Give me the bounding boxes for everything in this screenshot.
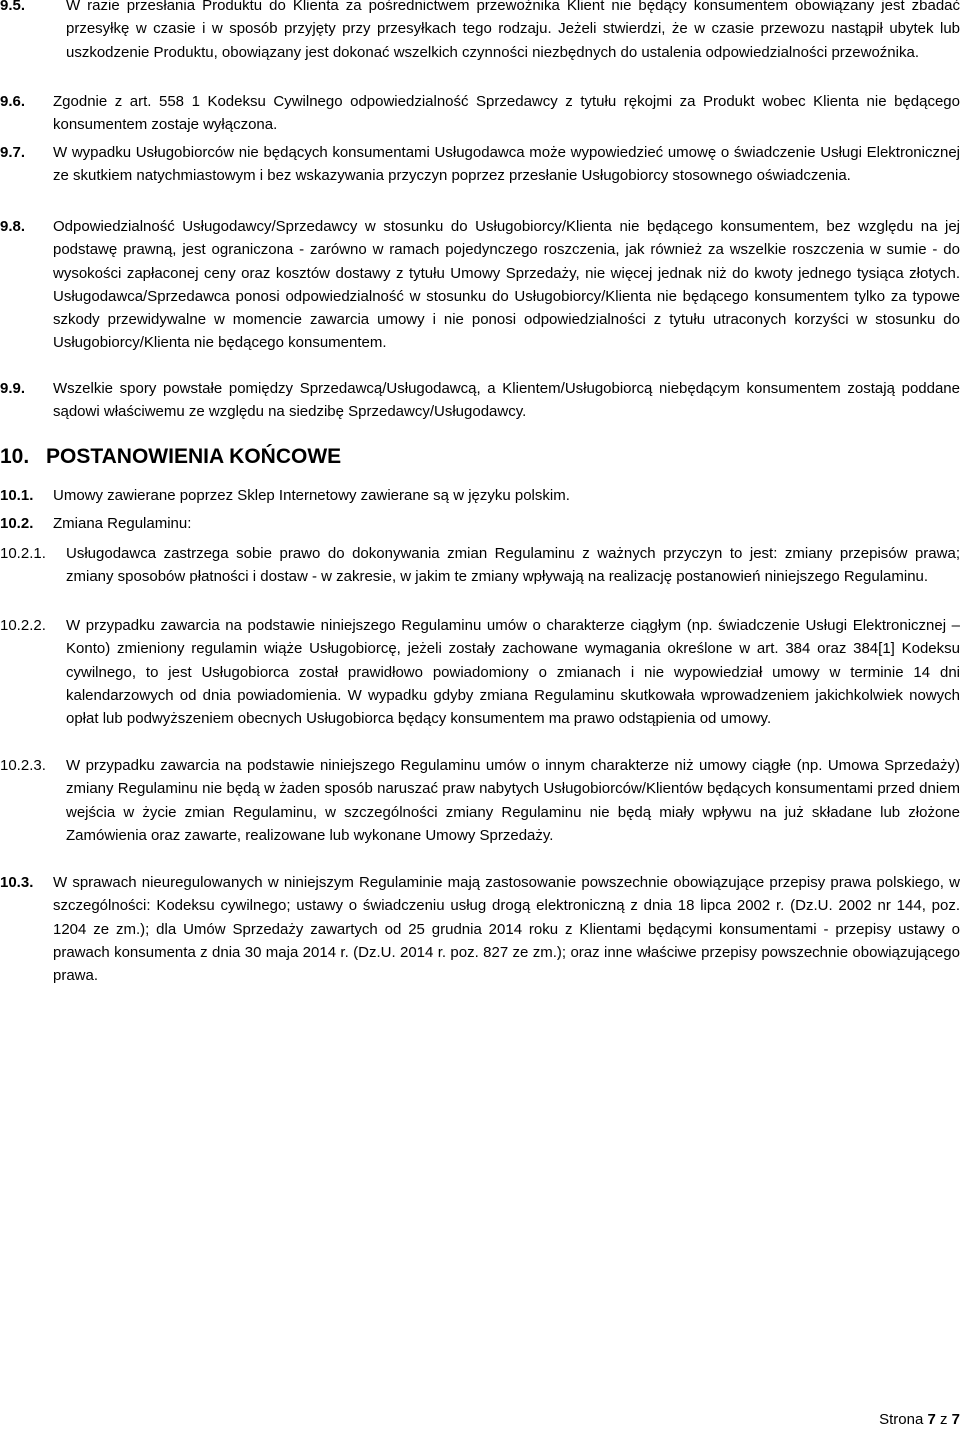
paragraph-number: 10.1. xyxy=(0,487,34,504)
paragraph-9-9 xyxy=(0,377,960,424)
section-heading xyxy=(0,442,341,472)
paragraph-10-2 xyxy=(0,512,960,536)
paragraph-9-6 xyxy=(0,90,960,137)
footer-separator: z xyxy=(939,1411,948,1428)
paragraph-text: Odpowiedzialność Usługodawcy/Sprzedawcy w stosunku do Usługobiorcy/Klienta nie będącego konsumentem, bez względu na jej podstawę prawną, jest ograniczona - zarówno w ramach pojedynczego roszczenia, jak również za wszelkie roszczenia w sumie - do wysokości zapłaconej ceny oraz kosztów dostawy z tytułu Umowy Sprzedaży, nie więcej jednak niż do kwoty jednego tysiąca złotych. Usługodawca/Sprzedawca ponosi odpowiedzialność w stosunku do Usługobiorcy/Klienta nie będącego konsumentem tylko za typowe szkody przewidywalne w momencie zawarcia umowy i nie ponosi odpowiedzialności z tytułu utraconych korzyści w stosunku do Usługobiorcy/Klienta nie będącego konsumentem. xyxy=(53,218,960,352)
paragraph-number: 10.3. xyxy=(0,874,34,891)
paragraph-number: 9.6. xyxy=(0,93,26,110)
paragraph-number: 10.2. xyxy=(0,515,34,532)
paragraph-text: Usługodawca zastrzega sobie prawo do dokonywania zmian Regulaminu z ważnych przyczyn to jest: zmiany przepisów prawa; zmiany sposobów płatności i dostaw - w zakresie, w jakim te zmiany wpływają na realizację postanowień niniejszego Regulaminu. xyxy=(66,545,960,586)
paragraph-text: Zmiana Regulaminu: xyxy=(53,515,192,532)
paragraph-10-2-1 xyxy=(0,542,960,612)
paragraph-9-5 xyxy=(0,0,960,88)
paragraph-number: 9.8. xyxy=(0,218,26,235)
paragraph-number: 9.9. xyxy=(0,380,26,397)
paragraph-text: Umowy zawierane poprzez Sklep Internetowy zawierane są w języku polskim. xyxy=(53,487,570,504)
paragraph-9-7 xyxy=(0,141,960,211)
paragraph-text: W sprawach nieuregulowanych w niniejszym Regulaminie mają zastosowanie powszechnie obowiązujące przepisy prawa polskiego, w szczególności: Kodeksu cywilnego; ustawy o świadczeniu usług drogą elektroniczną z dnia 18 lipca 2002 r. (Dz.U. 2002 nr 144, poz. 1204 ze zm.); dla Umów Sprzedaży zawartych od 25 grudnia 2014 roku z Klientami będącymi konsumentami - przepisy ustawy o prawach konsumenta z dnia 30 maja 2014 r. (Dz.U. 2014 r. poz. 827 ze zm.); oraz inne właściwe przepisy powszechnie obowiązującego prawa. xyxy=(53,874,960,985)
paragraph-text: W wypadku Usługobiorców nie będących konsumentami Usługodawca może wypowiedzieć umowę o świadczenie Usługi Elektronicznej ze skutkiem natychmiastowym i bez wskazywania przyczyn poprzez przesłanie Usługobiorcy stosownego oświadczenia. xyxy=(53,144,960,185)
paragraph-text: Zgodnie z art. 558 1 Kodeksu Cywilnego odpowiedzialność Sprzedawcy z tytułu rękojmi za Produkt wobec Klienta nie będącego konsumentem zostaje wyłączona. xyxy=(53,93,960,134)
paragraph-text: Wszelkie spory powstałe pomiędzy Sprzedawcą/Usługodawcą, a Klientem/Usługobiorcą niebędącym konsumentem zostają poddane sądowi właściwemu ze względu na siedzibę Sprzedawcy/Usługodawcy. xyxy=(53,380,960,421)
paragraph-number: 9.7. xyxy=(0,144,26,161)
page-footer xyxy=(879,1410,960,1430)
paragraph-text: W przypadku zawarcia na podstawie niniejszego Regulaminu umów o innym charakterze niż umowy ciągłe (np. Umowa Sprzedaży) zmiany Regulaminu nie będą w żaden sposób naruszać praw nabytych Usługobiorców/Klientów będących konsumentami przed dniem wejścia w życie zmian Regulaminu, w szczególności zmiany Regulaminu nie będą miały wpływu na już składane lub złożone Zamówienia oraz zawarte, realizowane lub wykonane Umowy Sprzedaży. xyxy=(66,757,960,844)
paragraph-10-2-3 xyxy=(0,754,960,871)
paragraph-10-1 xyxy=(0,484,960,508)
paragraph-10-2-2 xyxy=(0,614,960,754)
footer-current-page: 7 xyxy=(927,1411,936,1428)
paragraph-number: 10.2.3. xyxy=(0,757,46,774)
paragraph-text: W razie przesłania Produktu do Klienta za pośrednictwem przewoźnika Klient nie będący konsumentem obowiązany jest zbadać przesyłkę w czasie i w sposób przyjęty przy przesyłkach tego rodzaju. Jeżeli stwierdzi, że w czasie przewozu nastąpił ubytek lub uszkodzenie Produktu, obowiązany jest dokonać wszelkich czynności niezbędnych do ustalenia odpowiedzialności przewoźnika. xyxy=(66,0,960,61)
footer-total-pages: 7 xyxy=(951,1411,960,1428)
paragraph-9-8 xyxy=(0,215,960,355)
section-title: POSTANOWIENIA KOŃCOWE xyxy=(46,445,342,468)
paragraph-number: 9.5. xyxy=(0,0,26,14)
paragraph-number: 10.2.2. xyxy=(0,617,46,634)
footer-prefix: Strona xyxy=(879,1411,924,1428)
paragraph-number: 10.2.1. xyxy=(0,545,46,562)
paragraph-10-3 xyxy=(0,871,960,988)
paragraph-text: W przypadku zawarcia na podstawie niniejszego Regulaminu umów o charakterze ciągłym (np. świadczenie Usługi Elektronicznej – Konto) zmieniony regulamin wiąże Usługobiorcę, jeżeli zostały zachowane wymagania określone w art. 384 oraz 384[1] Kodeksu cywilnego, to jest Usługobiorca został prawidłowo powiadomiony o zmianach i nie wypowiedział umowy w terminie 14 dni kalendarzowych od dnia powiadomienia. W wypadku gdyby zmiana Regulaminu skutkowała wprowadzeniem jakichkolwiek nowych opłat lub podwyższeniem obecnych Usługobiorca będący konsumentem ma prawo odstąpienia od umowy. xyxy=(66,617,960,728)
section-number: 10. xyxy=(0,445,30,468)
